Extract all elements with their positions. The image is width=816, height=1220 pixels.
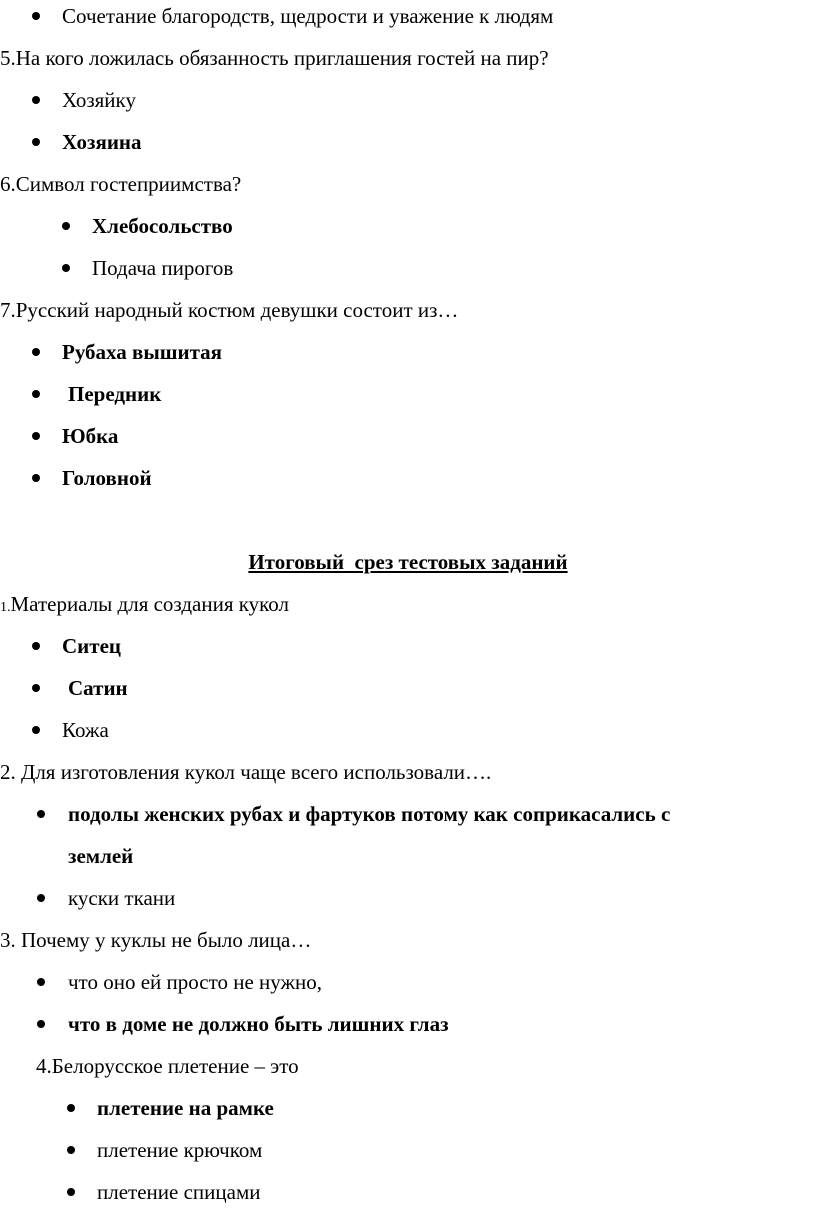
bullet-icon [37, 810, 45, 818]
bullet-icon [32, 684, 40, 692]
question-number: 1. [0, 600, 11, 615]
bullet-icon [32, 12, 40, 20]
question-1 [0, 592, 289, 620]
option-text-correct: Рубаха вышитая [62, 340, 223, 364]
option-text: Подача пирогов [92, 256, 234, 280]
question-3: 3. Почему у куклы не было лица… [0, 928, 312, 952]
option-text: плетение спицами [97, 1180, 261, 1204]
question-6: 6.Символ гостеприимства? [0, 172, 242, 196]
bullet-icon [32, 474, 40, 482]
option-text-correct: Сатин [68, 676, 128, 700]
question-2: 2. Для изготовления кукол чаще всего использовали…. [0, 760, 492, 784]
option-text-correct: подолы женских рубах и фартуков потому как соприкасались с [68, 802, 671, 826]
question-5: 5.На кого ложилась обязанность приглашения гостей на пир? [0, 46, 549, 70]
bullet-icon [37, 894, 45, 902]
section-title: Итоговый срез тестовых заданий [248, 550, 568, 574]
bullet-icon [32, 390, 40, 398]
option-text: плетение крючком [97, 1138, 263, 1162]
bullet-icon [32, 138, 40, 146]
option-text: Сочетание благородств, щедрости и уважение к людям [62, 4, 554, 28]
option-text-correct: Хозяина [62, 130, 142, 154]
option-text: Кожа [62, 718, 109, 742]
bullet-icon [67, 1104, 75, 1112]
question-7: 7.Русский народный костюм девушки состоит из… [0, 298, 459, 322]
question-4: 4.Белорусское плетение – это [36, 1054, 299, 1078]
bullet-icon [32, 726, 40, 734]
option-text-correct: Ситец [62, 634, 122, 658]
option-text-correct-continued: землей [68, 844, 134, 868]
option-text: Хозяйку [62, 88, 136, 112]
option-text-correct: что в доме не должно быть лишних глаз [68, 1012, 449, 1036]
bullet-icon [62, 264, 70, 272]
option-text-correct: Передник [68, 382, 162, 406]
bullet-icon [32, 432, 40, 440]
bullet-icon [67, 1188, 75, 1196]
bullet-icon [37, 978, 45, 986]
question-text: Материалы для создания кукол [10, 592, 289, 616]
option-text-correct: плетение на рамке [97, 1096, 274, 1120]
bullet-icon [32, 642, 40, 650]
option-text-correct: Юбка [62, 424, 119, 448]
bullet-icon [67, 1146, 75, 1154]
option-text-correct: Хлебосольство [92, 214, 233, 238]
bullet-icon [32, 96, 40, 104]
option-text: куски ткани [68, 886, 176, 910]
bullet-icon [32, 348, 40, 356]
bullet-icon [37, 1020, 45, 1028]
option-text-correct: Головной [62, 466, 152, 490]
option-text: что оно ей просто не нужно, [68, 970, 323, 994]
bullet-icon [62, 222, 70, 230]
